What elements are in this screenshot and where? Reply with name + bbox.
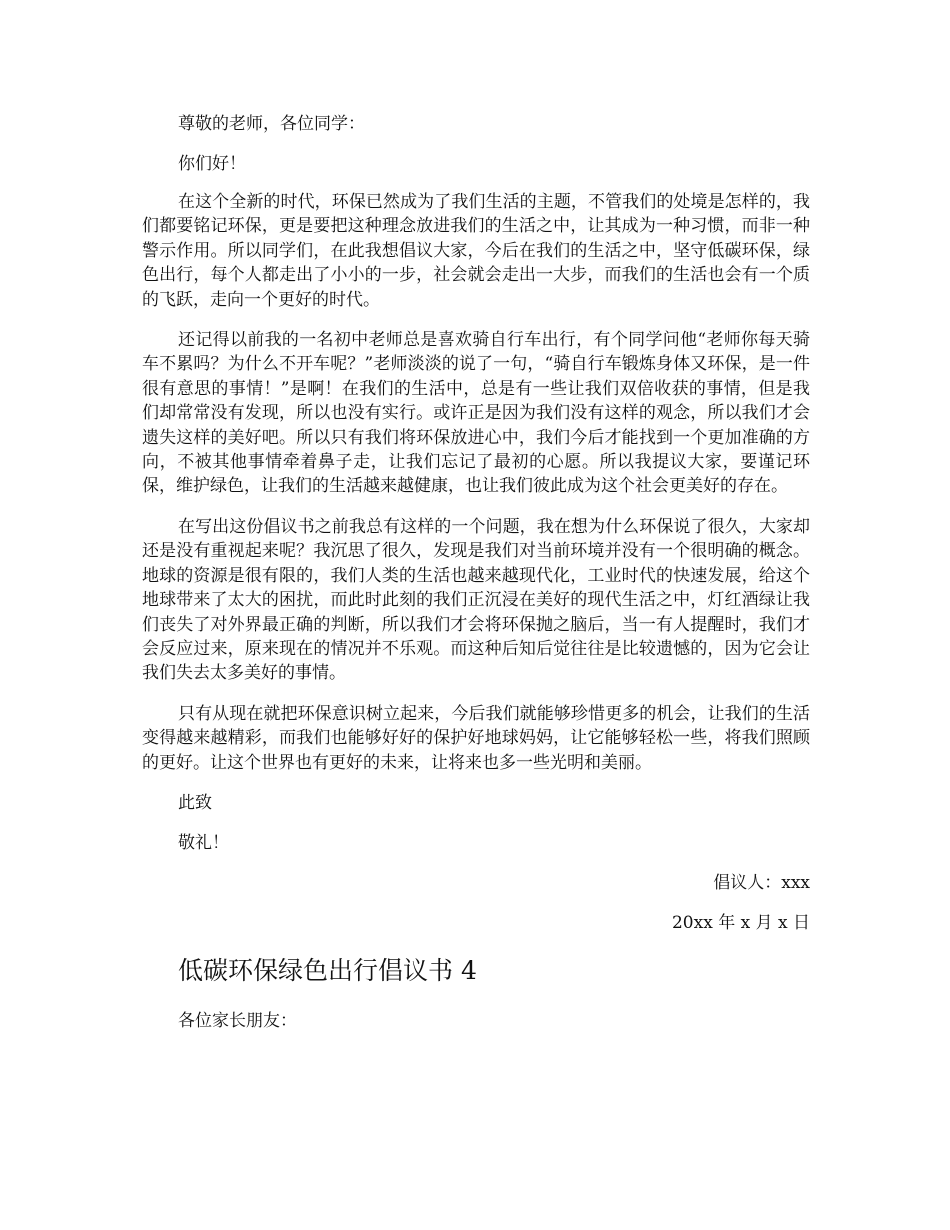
letter-salutation: 尊敬的老师，各位同学： <box>178 114 365 134</box>
letter-paragraph-2: 还记得以前我的一名初中老师总是喜欢骑自行车出行，有个同学问他“老师你每天骑车不累吗？为什么不开车呢？”老师淡淡的说了一句，“骑自行车锻炼身体又环保，是一件很有意思的事情！”是啊！在我们的生活中，总是有一些让我们双倍收获的事情，但是我们却常常没有发现，所以也没有实行。或许正是因为我们没有这样的观念，所以我们才会遗失这样的美好吧。所以只有我们将环保放进心中，我们今后才能找到一个更加准确的方向，不被其他事情牵着鼻子走，让我们忘记了最初的心愿。所以我提议大家，要谨记环保，维护绿色，让我们的生活越来越健康，也让我们彼此成为这个社会更美好的存在。 <box>142 330 810 497</box>
section-salutation: 各位家长朋友： <box>178 1010 297 1031</box>
letter-paragraph-1: 在这个全新的时代，环保已然成为了我们生活的主题，不管我们的处境是怎样的，我们都要铭记环保，更是要把这种理念放进我们的生活之中，让其成为一种习惯，而非一种警示作用。所以同学们，在此我想倡议大家，今后在我们的生活之中，坚守低碳环保，绿色出行，每个人都走出了小小的一步，社会就会走出一大步，而我们的生活也会有一个质的飞跃，走向一个更好的时代。 <box>142 192 810 310</box>
letter-paragraph-4: 只有从现在就把环保意识树立起来，今后我们就能够珍惜更多的机会，让我们的生活变得越来越精彩，而我们也能够好好的保护好地球妈妈，让它能够轻松一些，将我们照顾的更好。让这个世界也有更好的未来，让将来也多一些光明和美丽。 <box>142 703 810 773</box>
letter-greeting: 你们好！ <box>178 154 246 174</box>
letter-closing-1: 此致 <box>178 792 212 813</box>
letter-date: 20xx 年 x 月 x 日 <box>671 912 810 933</box>
letter-signature: 倡议人：xxx <box>713 872 810 893</box>
document-body <box>142 112 810 1049</box>
letter-closing-2: 敬礼！ <box>178 832 229 853</box>
section-title: 低碳环保绿色出行倡议书 4 <box>178 955 477 985</box>
letter-paragraph-3: 在写出这份倡议书之前我总有这样的一个问题，我在想为什么环保说了很久，大家却还是没有重视起来呢？我沉思了很久，发现是我们对当前环境并没有一个很明确的概念。地球的资源是很有限的，我们人类的生活也越来越现代化，工业时代的快速发展，给这个地球带来了太大的困扰，而此时此刻的我们正沉浸在美好的现代生活之中，灯红酒绿让我们丧失了对外界最正确的判断，所以我们才会将环保抛之脑后，当一有人提醒时，我们才会反应过来，原来现在的情况并不乐观。而这种后知后觉往往是比较遗憾的，因为它会让我们失去太多美好的事情。 <box>142 516 810 684</box>
